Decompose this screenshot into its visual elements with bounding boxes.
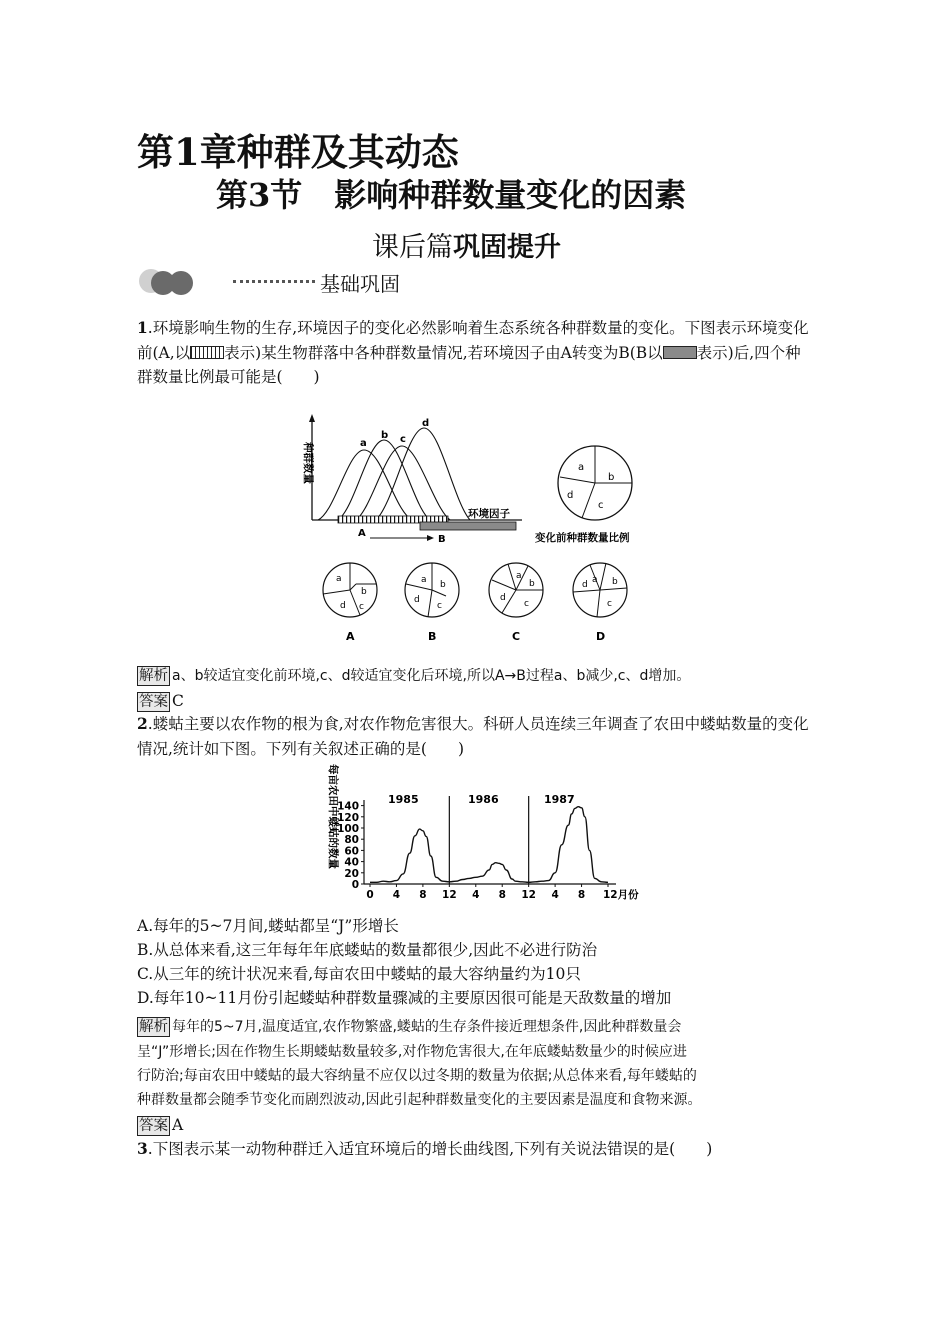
y-axis-label: 种群数量	[302, 442, 314, 484]
q1-option-pies	[310, 558, 660, 646]
year-label-1987: 1987	[544, 793, 575, 806]
range-b-bar	[420, 522, 516, 530]
pie-label-b: b	[529, 579, 535, 589]
q2-analysis-line-4: 种群数量都会随季节变化而剧烈波动,因此引起种群数量变化的主要因素是温度和食物来源。	[137, 1092, 702, 1108]
x-tick-label: 8	[498, 889, 506, 900]
x-tick-label: 8	[419, 889, 427, 900]
pie-label-c: c	[359, 602, 364, 612]
pie-label-a: a	[592, 575, 598, 585]
y-axis-label: 每亩农田中蝼蛄的数量	[327, 764, 339, 869]
curve-a	[318, 450, 412, 520]
x-tick-label: 12	[442, 889, 457, 900]
q2-option-b: B.从总体来看,这三年每年年底蝼蛄的数量都很少,因此不必进行防治	[137, 941, 598, 959]
q2-mole-cricket-chart	[318, 760, 648, 900]
page-subtitle	[372, 225, 561, 264]
q2-option-a: A.每年的5~7月间,蝼蛄都呈“J”形增长	[137, 917, 399, 935]
y-tick-label: 60	[344, 845, 359, 858]
section-title: 第3节 影响种群数量变化的因素	[216, 176, 687, 214]
curve-label-d: d	[422, 418, 430, 429]
option-pie-d	[573, 563, 627, 617]
answer-text: A	[172, 1116, 184, 1134]
curve-c	[356, 446, 450, 520]
q2-answer	[137, 1113, 183, 1137]
question-text: .环境影响生物的生存,环境因子的变化必然影响着生态系统各种群数量的变化。下图表示环境变化前(A,以	[137, 319, 809, 362]
y-tick-label: 80	[344, 834, 359, 847]
pie-label-b: b	[440, 580, 446, 590]
q1-analysis	[137, 664, 690, 688]
population-line	[370, 807, 608, 883]
q1-before-pie	[530, 440, 670, 548]
question-number: 3	[137, 1139, 148, 1158]
dotted-divider	[233, 280, 315, 283]
pie-label-c: c	[437, 601, 442, 611]
x-tick-label: 4	[472, 889, 480, 900]
pie-caption: 变化前种群数量比例	[535, 532, 630, 544]
option-label-b: B	[428, 630, 437, 643]
analysis-tag: 解析	[139, 668, 168, 684]
y-tick-label: 0	[351, 879, 359, 891]
answer-tag: 答案	[139, 694, 168, 710]
circles-icon	[137, 266, 197, 300]
pie-label-c: c	[598, 500, 604, 511]
q2-option-c: C.从三年的统计状况来看,每亩农田中蝼蛄的最大容纳量约为10只	[137, 965, 581, 983]
range-a-label: A	[358, 528, 366, 539]
pie-label-a: a	[421, 575, 427, 585]
striped-swatch-icon	[190, 346, 224, 359]
answer-tag: 答案	[139, 1118, 168, 1134]
question-number: 2	[137, 714, 148, 733]
answer-text: C	[172, 692, 184, 710]
q2-option-d: D.每年10~11月份引起蝼蛄种群数量骤减的主要原因很可能是天敌数量的增加	[137, 989, 672, 1007]
question-3	[137, 1137, 812, 1162]
option-label-c: C	[512, 630, 521, 643]
question-text: 表示)后,四个种群数量比例最可能是( )	[137, 343, 801, 386]
curve-label-a: a	[360, 438, 367, 449]
q2-analysis-line-3: 行防治;每亩农田中蝼蛄的最大容纳量不应仅以过冬期的数量为依据;从总体来看,每年蝼蛄的	[137, 1068, 697, 1084]
curve-d	[376, 428, 470, 520]
analysis-text: a、b较适宜变化前环境,c、d较适宜变化后环境,所以A→B过程a、b减少,c、d增加。	[172, 668, 691, 684]
question-number: 1	[137, 318, 148, 337]
q1-distribution-figure	[290, 412, 530, 547]
question-1	[137, 316, 812, 390]
q1-answer	[137, 689, 184, 713]
subtitle-normal: 课后篇	[372, 232, 453, 263]
year-label-1986: 1986	[468, 793, 499, 806]
pie-label-b: b	[608, 472, 615, 483]
pie-label-c: c	[524, 599, 529, 609]
y-axis-arrow-icon	[309, 414, 315, 422]
pie-label-b: b	[612, 577, 618, 587]
question-text: .下图表示某一动物种群迁入适宜环境后的增长曲线图,下列有关说法错误的是( )	[147, 1140, 713, 1158]
y-tick-label: 100	[337, 823, 359, 835]
arrow-head-icon	[427, 535, 434, 541]
gray-swatch-icon	[663, 346, 697, 359]
question-text: .蝼蛄主要以农作物的根为食,对农作物危害很大。科研人员连续三年调查了农田中蝼蛄数量的变化情况,统计如下图。下列有关叙述正确的是( )	[137, 715, 809, 758]
question-text: 表示)某生物群落中各种群数量情况,若环境因子由A转变为B(B以	[224, 343, 663, 362]
pie-label-d: d	[340, 601, 346, 611]
option-label-a: A	[346, 630, 355, 643]
y-tick-label: 20	[344, 867, 359, 880]
q2-analysis-line-2: 呈“J”形增长;因在作物生长期蝼蛄数量较多,对作物危害很大,在年底蝼蛄数量少的时候应进	[137, 1044, 687, 1060]
x-tick-label: 4	[392, 889, 401, 900]
section-heading	[137, 266, 537, 300]
pie-label-b: b	[361, 587, 367, 597]
option-pie-c	[489, 563, 543, 617]
section-label: 基础巩固	[320, 272, 400, 296]
q2-analysis-line-1	[137, 1015, 681, 1039]
pie-label-a: a	[336, 574, 342, 584]
x-tick-label: 12	[521, 889, 536, 900]
question-2	[137, 712, 812, 761]
pie-label-d: d	[414, 595, 420, 605]
analysis-tag: 解析	[139, 1019, 168, 1035]
chapter-title: 第1章种群及其动态	[137, 130, 459, 174]
pie-label-d: d	[582, 580, 588, 590]
subtitle-bold: 巩固提升	[453, 232, 561, 263]
pie-label-d: d	[500, 593, 506, 603]
x-tick-label: 0	[366, 889, 374, 900]
x-axis-label: 环境因子	[468, 508, 510, 520]
x-tick-label: 8	[577, 889, 586, 900]
x-tick-label: 12月份	[603, 889, 639, 900]
curve-label-b: b	[381, 430, 389, 441]
option-pie-a	[323, 563, 377, 617]
curve-label-c: c	[400, 434, 406, 445]
y-tick-label: 120	[337, 811, 359, 824]
y-tick-label: 40	[344, 856, 359, 869]
range-b-label: B	[438, 534, 446, 545]
pie-label-a: a	[516, 571, 522, 581]
y-tick-label: 140	[337, 800, 359, 813]
pie-label-a: a	[578, 462, 585, 473]
x-tick-label: 4	[551, 889, 559, 900]
year-label-1985: 1985	[388, 793, 419, 806]
option-label-d: D	[596, 630, 606, 643]
pie-label-d: d	[567, 490, 574, 501]
option-pie-b	[405, 563, 459, 617]
analysis-text: 每年的5~7月,温度适宜,农作物繁盛,蝼蛄的生存条件接近理想条件,因此种群数量会	[172, 1019, 682, 1035]
pie-label-c: c	[607, 599, 612, 609]
